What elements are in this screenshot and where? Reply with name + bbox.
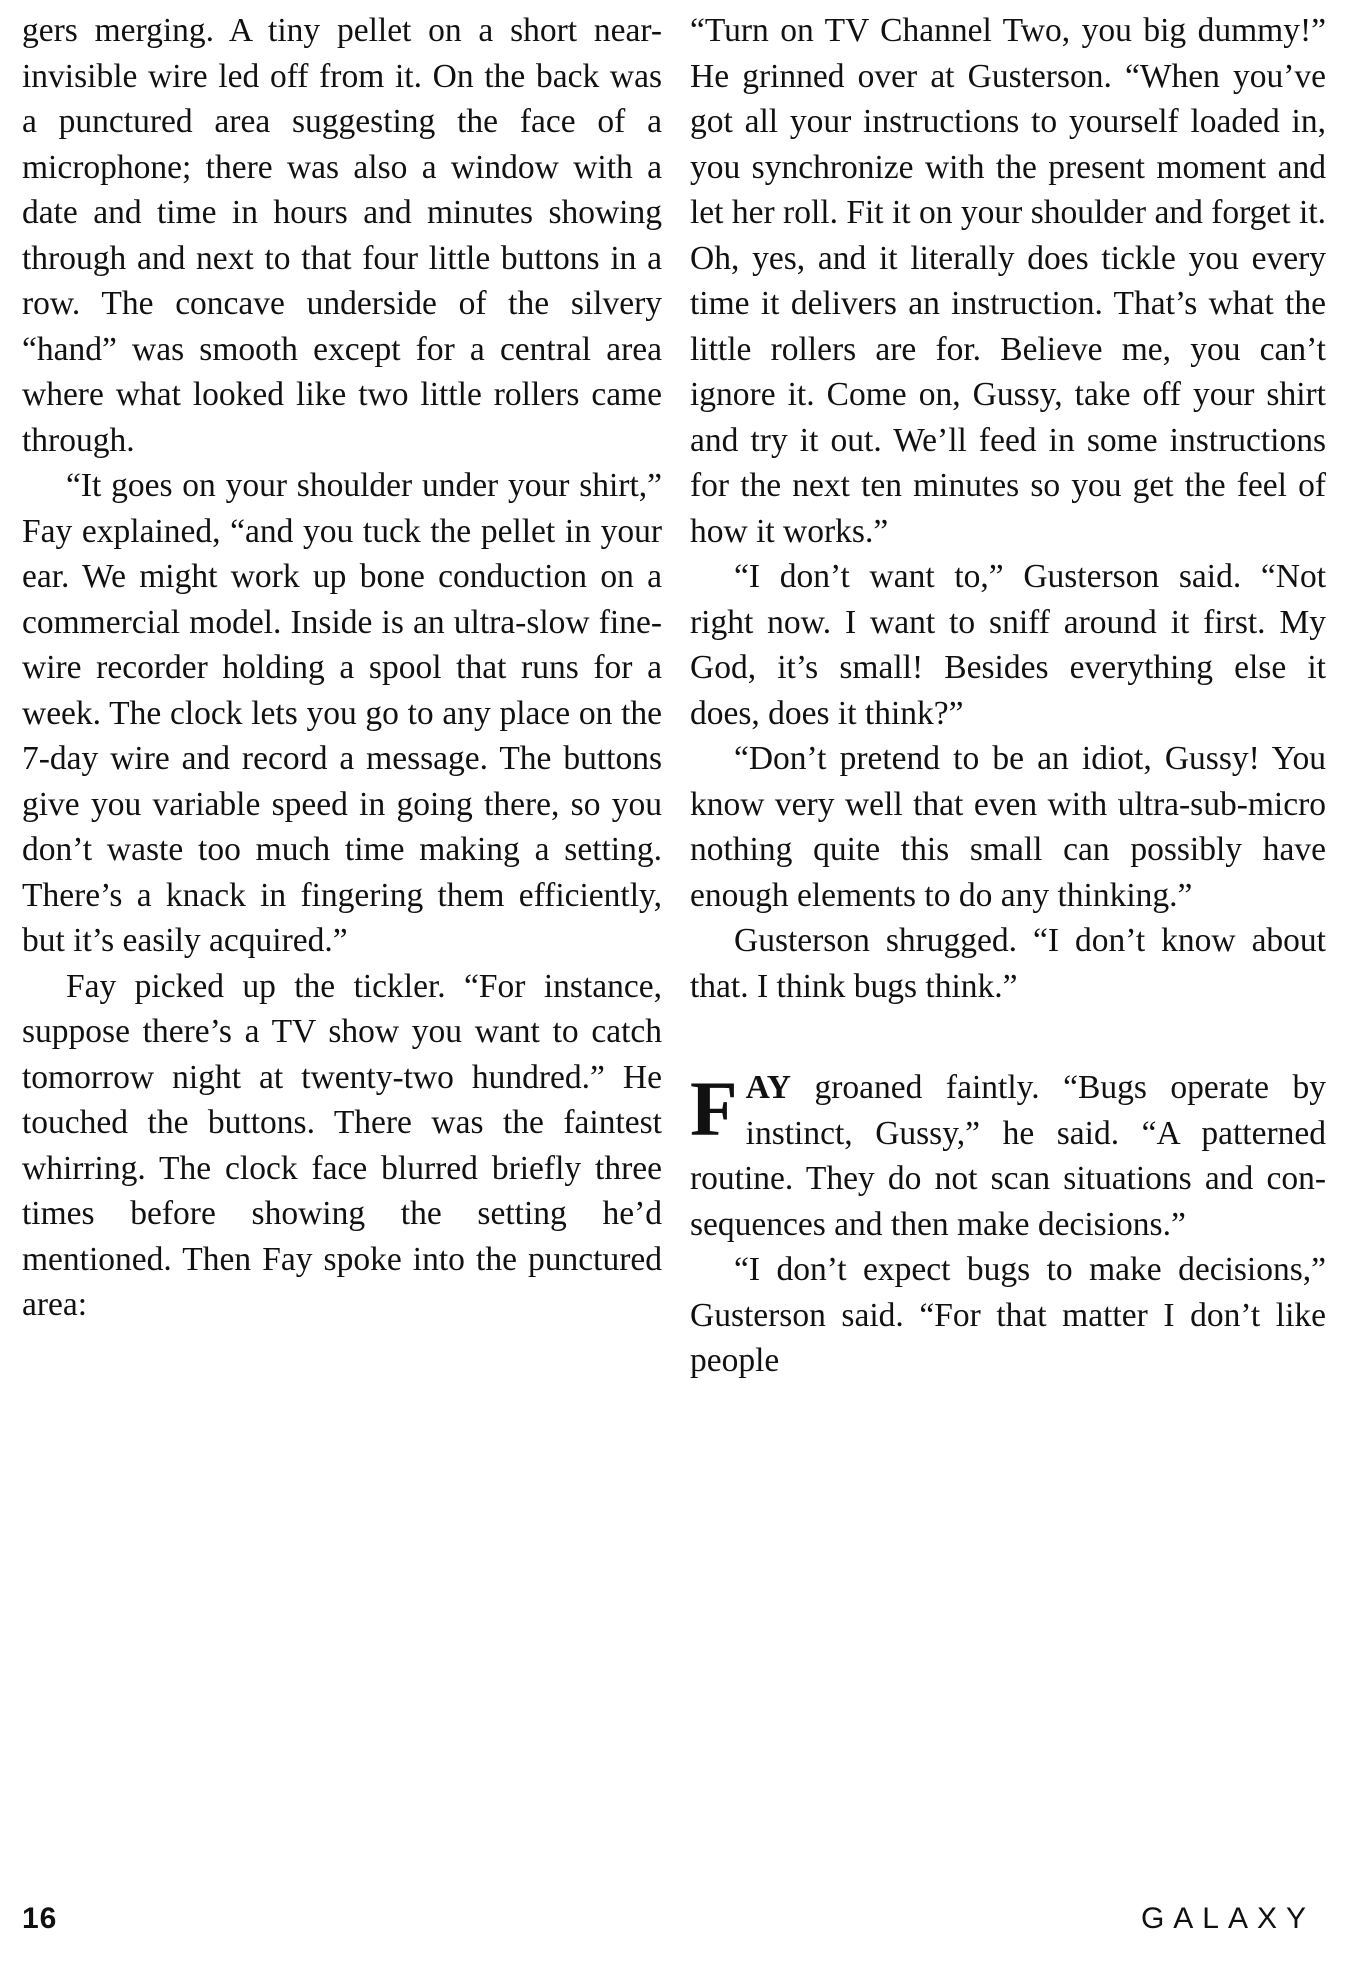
paragraph: “I don’t expect bugs to make decisions,” Gusterson said. “For that matter I don’t like people (690, 1251, 1326, 1379)
paragraph-text: groaned faintly. “Bugs operate by instinct, Gussy,” he said. “A patterned routine. They do not scan situations and consequences and then make decisions.” (690, 1069, 1326, 1243)
running-title: GALAXY (1140, 1902, 1315, 1935)
paragraph: “Don’t pretend to be an idiot, Gussy! You know very well that even with ultra-sub-micro nothing quite this small can possibly have enough elements to do any thinking.” (690, 740, 1326, 914)
paragraph: gers merging. A tiny pellet on a short near-invisible wire led off from it. On the back was a punctured area suggesting the face of a microphone; there was also a window with a date and time in hours and minutes showing through and next to that four little buttons in a row. The concave underside of the silvery “hand” was smooth except for a central area where what looked like two little rollers came through. (22, 12, 662, 459)
paragraph: “It goes on your shoulder under your shirt,” Fay explained, “and you tuck the pellet in your ear. We might work up bone conduction on a commercial model. Inside is an ultra-slow fine-wire recorder holding a spool that runs for a week. The clock lets you go to any place on the 7-day wire and record a message. The buttons give you variable speed in going there, so you don’t waste too much time making a setting. There’s a knack in fingering them efficiently, but it’s easily acquired.” (22, 467, 662, 959)
paragraph-with-drop-cap (690, 1065, 1326, 1247)
drop-cap: F (690, 1065, 738, 1152)
page-number: 16 (22, 1902, 58, 1935)
paragraph: Fay picked up the tickler. “For instance, suppose there’s a TV show you want to catch tomorrow night at twenty-two hundred.” He touched the buttons. There was the faintest whirring. The clock face blurred briefly three times before showing the setting he’d mentioned. Then Fay spoke into the punctured area: (22, 967, 662, 1323)
left-column (22, 8, 662, 1328)
right-column (690, 8, 1326, 1384)
section-break (690, 1009, 1326, 1065)
paragraph: Gusterson shrugged. “I don’t know about that. I think bugs think.” (690, 922, 1326, 1005)
paragraph: “I don’t want to,” Gusterson said. “Not right now. I want to sniff around it first. My God, it’s small! Besides everything else it does, does it think?” (690, 558, 1326, 732)
small-caps-lead: AY (745, 1069, 791, 1106)
paragraph: “Turn on TV Channel Two, you big dummy!” He grinned over at Gusterson. “When you’ve got all your instructions to yourself loaded in, you synchronize with the present moment and let her roll. Fit it on your shoulder and forget it. Oh, yes, and it literally does tickle you every time it delivers an instruction. That’s what the little rollers are for. Believe me, you can’t ignore it. Come on, Gussy, take off your shirt and try it out. We’ll feed in some instructions for the next ten minutes so you get the feel of how it works.” (690, 12, 1326, 550)
